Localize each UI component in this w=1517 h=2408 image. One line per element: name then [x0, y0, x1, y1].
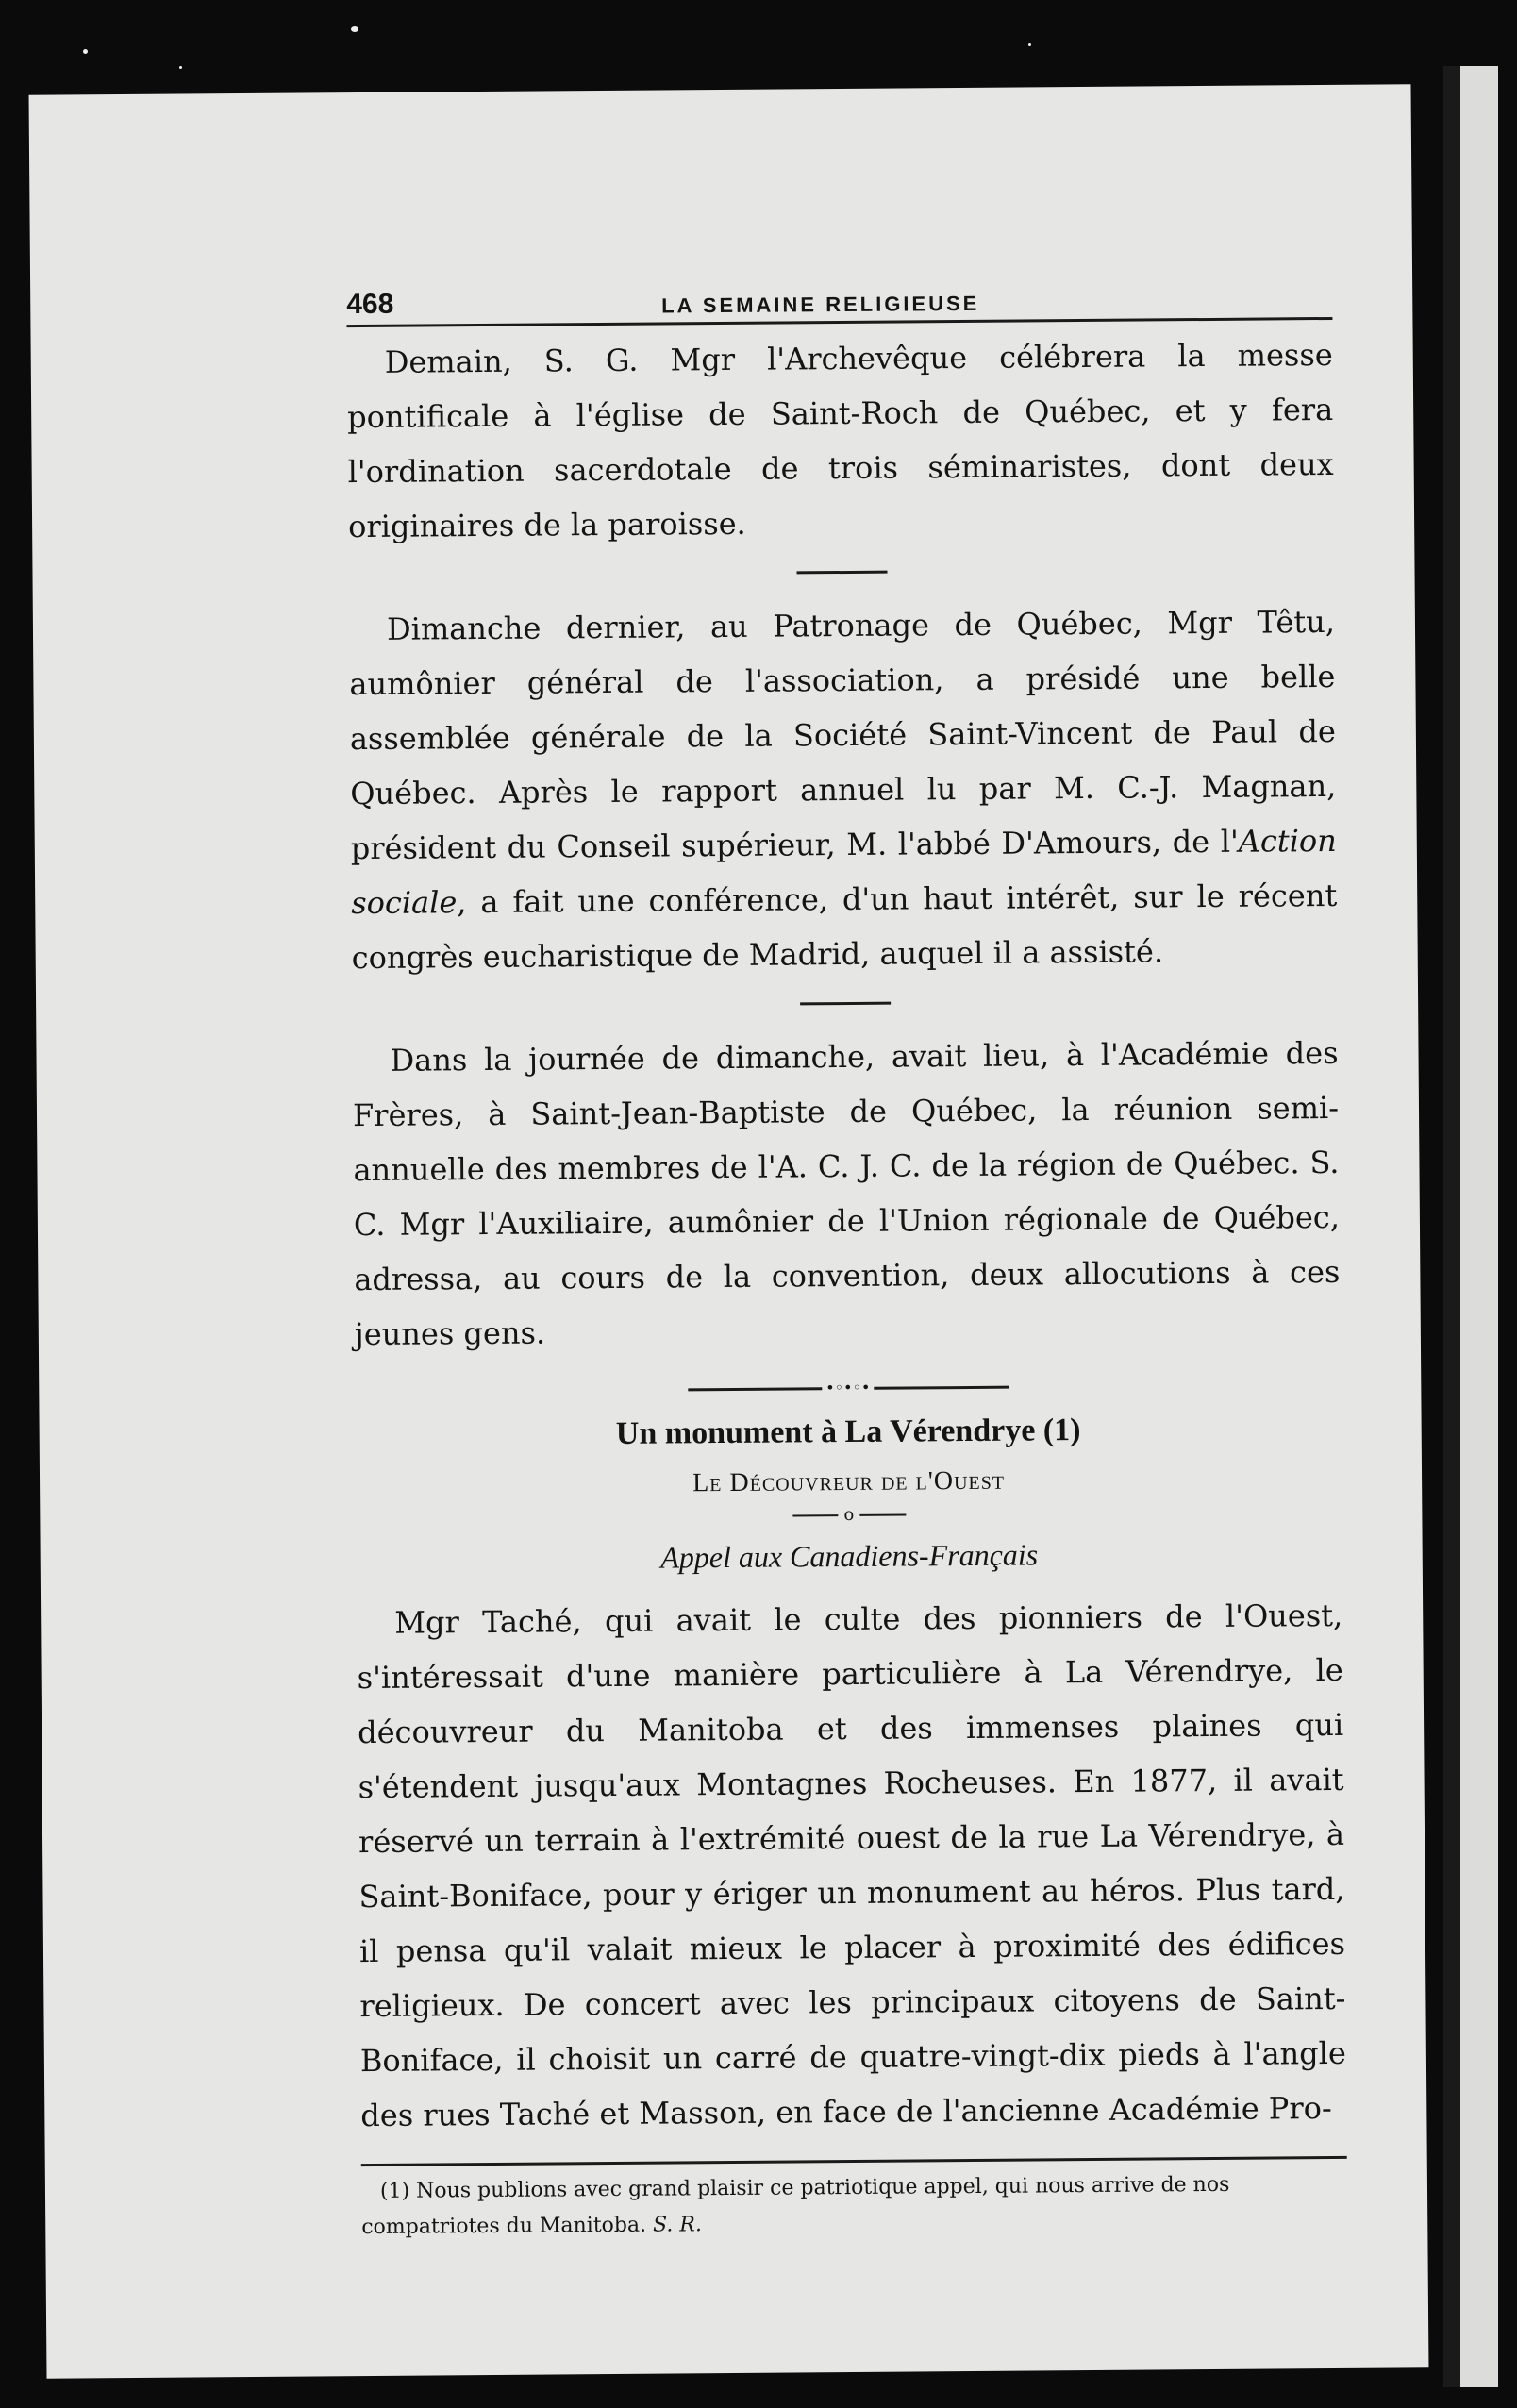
ornament-rule-right — [874, 1385, 1008, 1389]
paragraph-patronage: Dimanche dernier, au Patronage de Québec, Mgr Têtu, aumônier général de l'association, a présidé une belle assemblée générale de la Société Saint-Vincent de Paul de Québec. Après le rapport annuel lu par M. C.-J. Magnan, président du Conseil supérieur, M. l'abbé D'Amours, de l'Action sociale, a fait une conférence, d'un haut intérêt, sur le récent congrès eucharistique de Madrid, auquel il a assisté. — [349, 603, 1338, 977]
article-body: Mgr Taché, qui avait le culte des pionniers de l'Ouest, s'intéressait d'une manière particulière à La Vérendrye, le découvreur du Manitoba et des immenses plaines qui s'étendent jusqu'aux Montagnes Rocheuses. En 1877, il avait réservé un terrain à l'extrémité ouest de la rue La Vérendrye, à Saint-Boniface, pour y ériger un monument au héros. Plus tard, il pensa qu'il valait mieux le placer à proximité des édifices religieux. De concert avec les principaux citoyens de Saint-Boniface, il choisit un carré de quatre-vingt-dix pieds à l'angle des rues Taché et Masson, en face de l'ancienne Académie Pro- — [357, 1597, 1347, 2134]
ornamental-rule — [688, 1380, 1009, 1397]
small-rule-right — [859, 1514, 906, 1516]
facing-page-edge — [1460, 66, 1498, 2387]
paragraph-patronage-tail: , a fait une conférence, d'un haut intérêt, sur le récent congrès eucharistique de Madrid, auquel il a assisté. — [351, 877, 1338, 977]
article-subtitle: Le Découvreur de l'Ouest — [692, 1465, 1006, 1498]
footnote-signature: S. R. — [652, 2213, 702, 2237]
article-title: Un monument à La Vérendrye (1) — [615, 1413, 1081, 1451]
page-content — [346, 272, 1347, 2246]
section-separator — [800, 1002, 891, 1006]
paragraph-patronage-text: Dimanche dernier, au Patronage de Québec, Mgr Têtu, aumônier général de l'association, a présidé une belle assemblée générale de la Société Saint-Vincent de Paul de Québec. Après le rapport annuel lu par M. C.-J. Magnan, président du Conseil supérieur, M. l'abbé D'Amours, de — [349, 603, 1337, 867]
binding-shadow — [1443, 66, 1462, 2387]
speck — [83, 49, 88, 54]
running-head: LA SEMAINE RELIGIEUSE — [661, 291, 980, 318]
page-header — [346, 272, 1332, 327]
article-appeal: Appel aux Canadiens-Français — [660, 1537, 1039, 1575]
speck — [351, 26, 358, 32]
speck — [179, 66, 182, 69]
scanned-page — [29, 84, 1429, 2378]
small-separator — [792, 1504, 906, 1526]
footnote-text: (1) Nous publions avec grand plaisir ce patriotique appel, qui nous arrive de nos compatriotes du Manitoba. — [361, 2172, 1230, 2240]
ornament-rule-left — [688, 1387, 822, 1391]
small-o-glyph: o — [843, 1504, 855, 1526]
paragraph-ordination: Demain, S. G. Mgr l'Archevêque célébrera la messe pontificale à l'église de Saint-Roch de Québec, et y fera l'ordination sacerdotale de trois séminaristes, dont deux originaires de la paroisse. — [347, 336, 1334, 545]
small-rule-left — [792, 1514, 839, 1516]
speck — [1028, 43, 1031, 46]
footnote-rule — [361, 2156, 1347, 2166]
section-separator — [796, 571, 887, 575]
action-sociale-title: Action sociale — [351, 822, 1337, 922]
page-number: 468 — [346, 288, 394, 321]
footnote — [361, 2166, 1348, 2246]
ornament-glyph: •◦•◦• — [825, 1378, 871, 1397]
paragraph-acjc: Dans la journée de dimanche, avait lieu, à l'Académie des Frères, à Saint-Jean-Baptiste de Québec, la réunion semi-annuelle des membres de l'A. C. J. C. de la région de Québec. S. C. Mgr l'Auxiliaire, aumônier de l'Union régionale de Québec, adressa, au cours de la convention, deux allocutions à ces jeunes gens. — [352, 1034, 1341, 1353]
